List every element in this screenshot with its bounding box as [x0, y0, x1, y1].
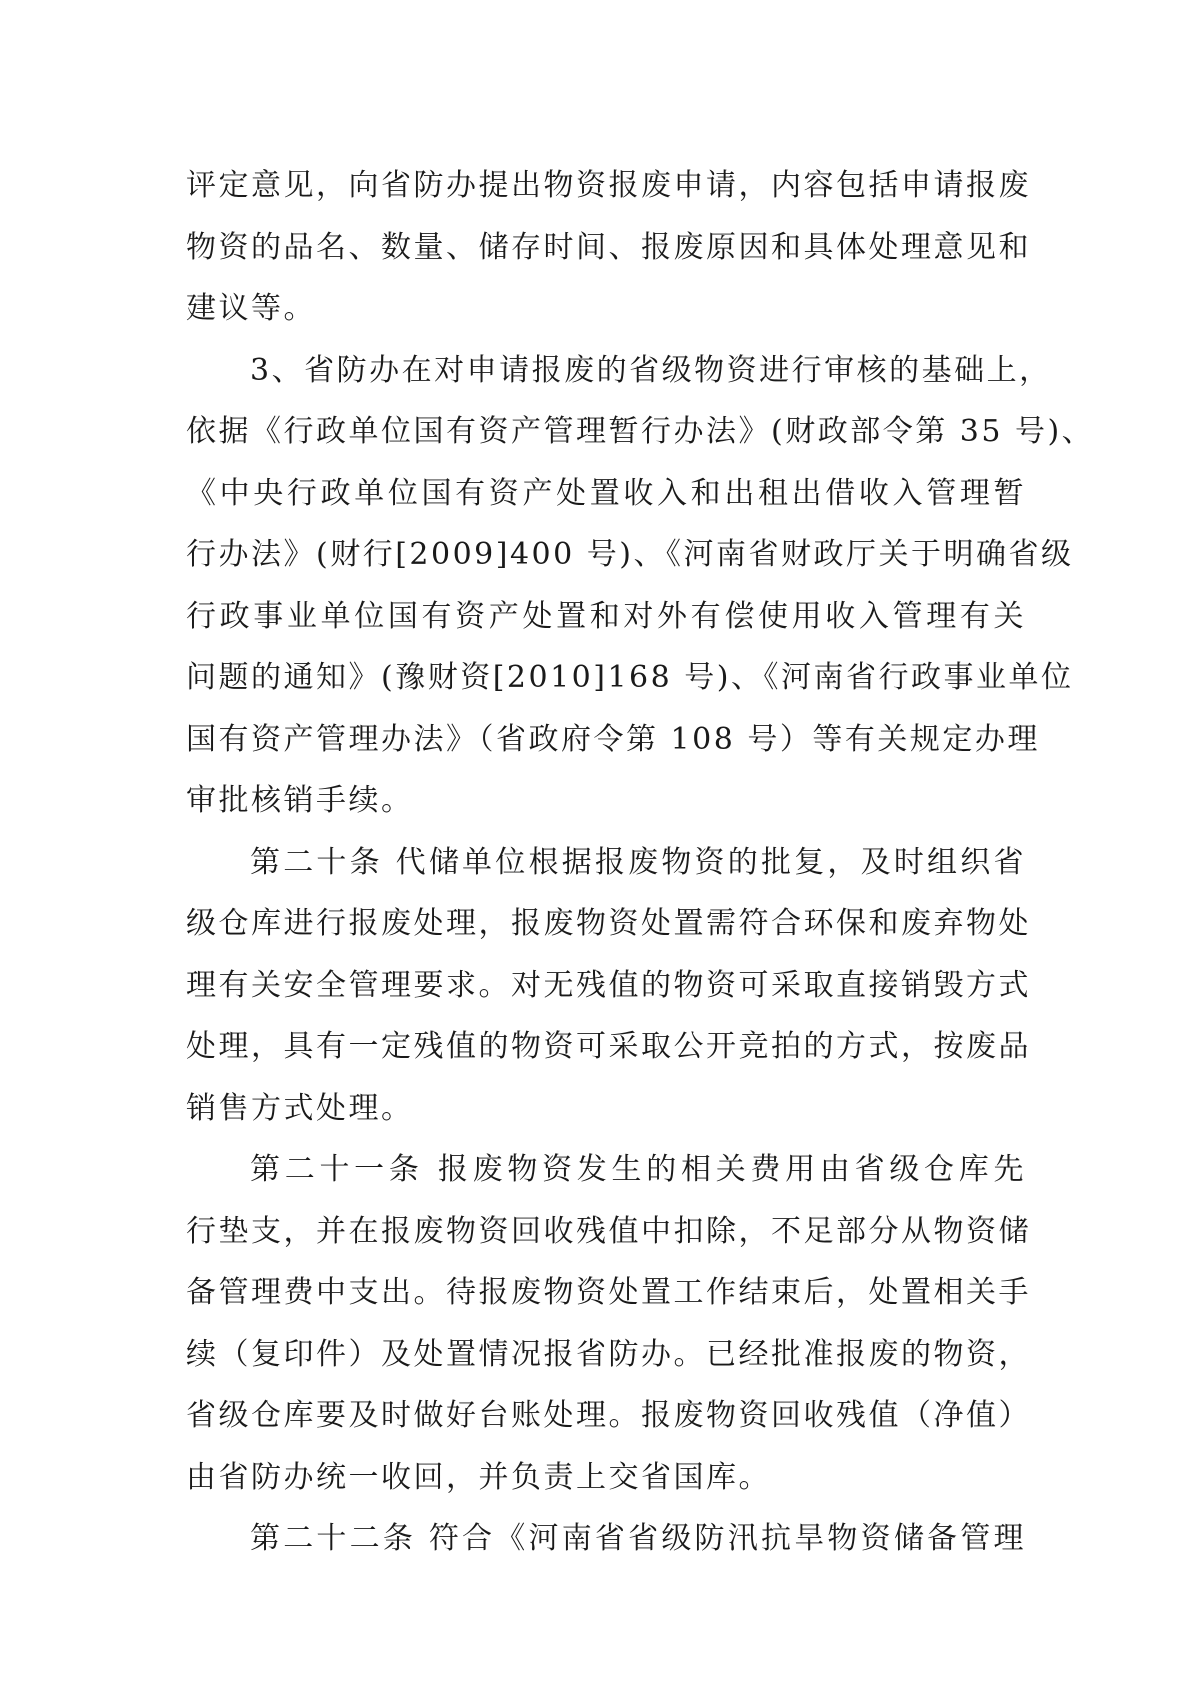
text-line: 行政事业单位国有资产处置和对外有偿使用收入管理有关: [186, 598, 1026, 634]
text-line: 续（复印件）及处置情况报省防办。已经批准报废的物资，: [186, 1336, 1031, 1372]
text-line: 3、省防办在对申请报废的省级物资进行审核的基础上，: [250, 352, 1052, 388]
text-line: 国有资产管理办法》（省政府令第 108 号）等有关规定办理: [186, 721, 1040, 757]
text-line: 审批核销手续。: [186, 783, 414, 818]
text-line: 第二十条 代储单位根据报废物资的批复，及时组织省: [250, 844, 1026, 880]
text-line: 依据《行政单位国有资产管理暂行办法》(财政部令第 35 号)、: [186, 414, 1095, 449]
text-line: 行办法》(财行[2009]400 号)、《河南省财政厅关于明确省级: [186, 537, 1074, 572]
text-line: 第二十一条 报废物资发生的相关费用由省级仓库先: [250, 1152, 1026, 1187]
text-line: 第二十二条 符合《河南省省级防汛抗旱物资储备管理: [250, 1521, 1026, 1556]
text-line: 省级仓库要及时做好台账处理。报废物资回收残值（净值）: [186, 1398, 1031, 1433]
text-line: 由省防办统一收回，并负责上交省国库。: [186, 1459, 771, 1495]
text-line: 问题的通知》(豫财资[2010]168 号)、《河南省行政事业单位: [186, 660, 1074, 695]
text-line: 销售方式处理。: [186, 1090, 414, 1126]
text-line: 理有关安全管理要求。对无残值的物资可采取直接销毁方式: [186, 967, 1031, 1003]
text-line: 《中央行政单位国有资产处置收入和出租出借收入管理暂: [186, 475, 1026, 511]
text-line: 行垫支，并在报废物资回收残值中扣除，不足部分从物资储: [186, 1213, 1031, 1249]
text-line: 物资的品名、数量、储存时间、报废原因和具体处理意见和: [186, 229, 1031, 265]
text-line: 建议等。: [186, 291, 316, 326]
text-line: 处理，具有一定残值的物资可采取公开竞拍的方式，按废品: [186, 1029, 1031, 1064]
text-line: 备管理费中支出。待报废物资处置工作结束后，处置相关手: [186, 1275, 1031, 1310]
document-body: [186, 155, 1095, 1570]
text-line: 评定意见，向省防办提出物资报废申请，内容包括申请报废: [186, 168, 1031, 203]
text-line: 级仓库进行报废处理，报废物资处置需符合环保和废弃物处: [186, 906, 1031, 941]
